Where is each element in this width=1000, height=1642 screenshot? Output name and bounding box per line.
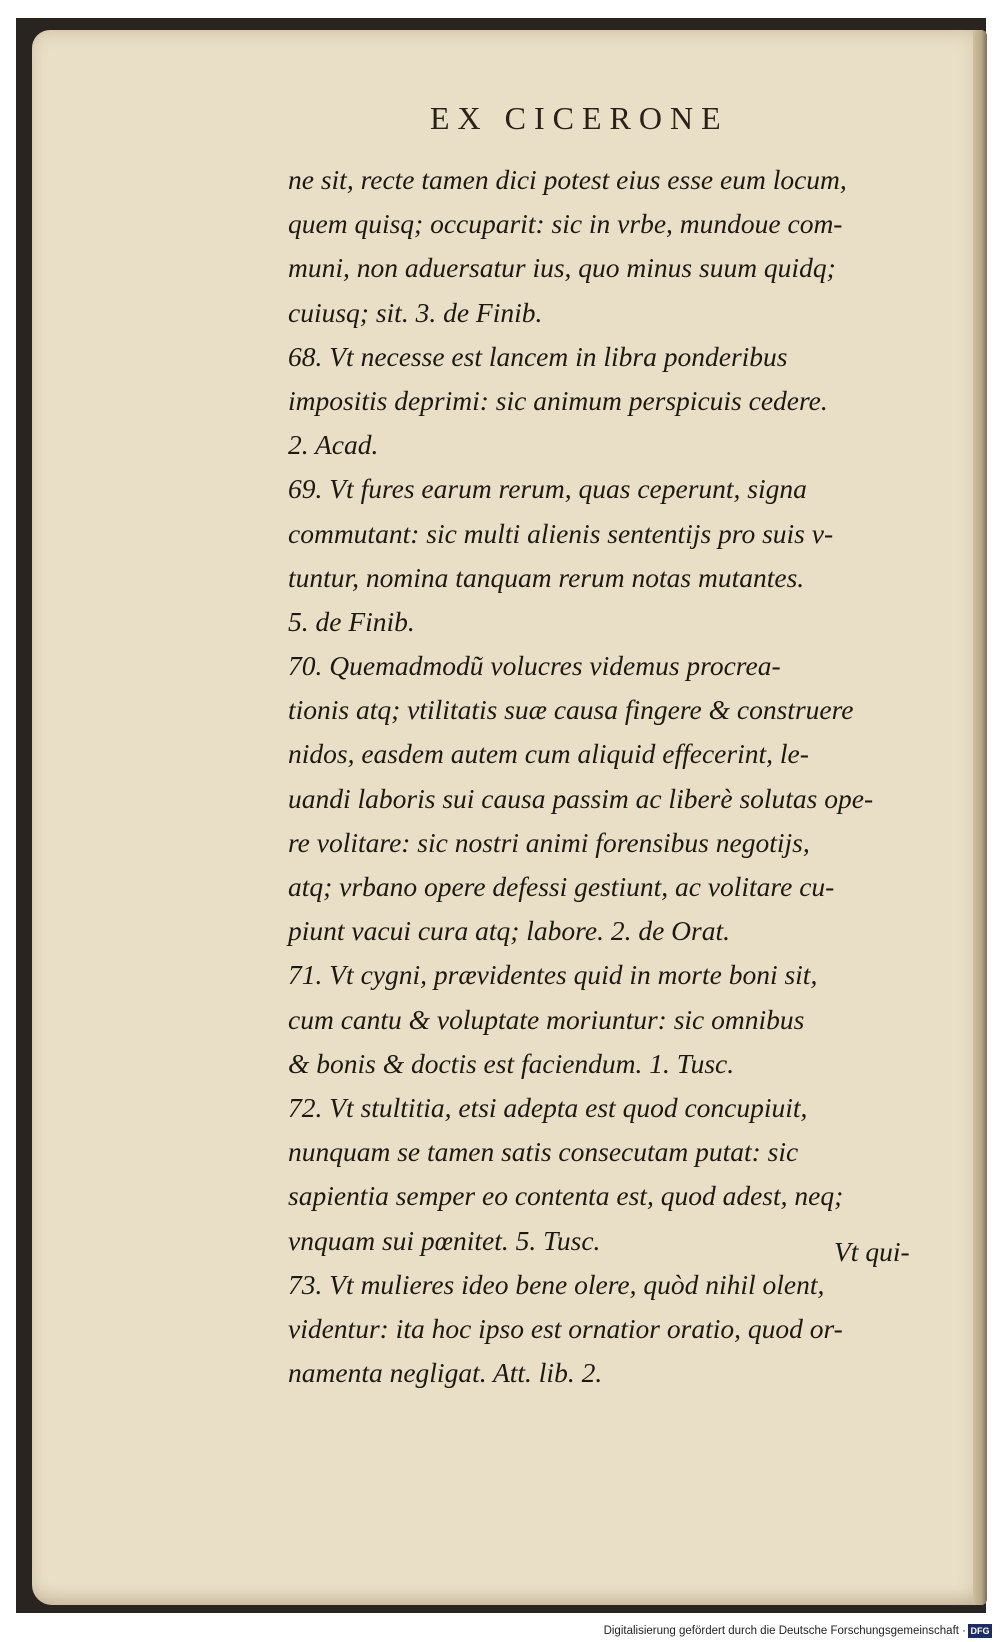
text-line: 73. Vt mulieres ideo bene olere, quòd nihil olent, xyxy=(288,1268,825,1300)
text-line: 2. Acad. xyxy=(288,429,379,461)
text-block xyxy=(288,158,948,1395)
text-line: cum cantu & voluptate moriuntur: sic omnibus xyxy=(288,1003,805,1035)
text-line: commutant: sic multi alienis sententijs pro suis v- xyxy=(288,517,834,549)
text-line: tionis atq; vtilitatis suæ causa fingere & construere xyxy=(288,694,854,726)
catchword: Vt qui- xyxy=(834,1236,910,1267)
page-edge xyxy=(973,30,987,1605)
running-head: EX CICERONE xyxy=(430,100,729,136)
funding-credit: Digitalisierung gefördert durch die Deutsche Forschungsgemeinschaft · xyxy=(603,1625,966,1637)
text-line: muni, non aduersatur ius, quo minus suum quidq; xyxy=(288,252,836,284)
text-line: quem quisq; occuparit: sic in vrbe, mundoue com- xyxy=(288,208,843,240)
text-line: 5. de Finib. xyxy=(288,605,415,637)
text-line: tuntur, nomina tanquam rerum notas mutantes. xyxy=(288,561,805,593)
text-line: piunt vacui cura atq; labore. 2. de Orat. xyxy=(288,915,730,947)
text-line: nidos, easdem autem cum aliquid effecerint, le- xyxy=(288,738,809,770)
text-line: 69. Vt fures earum rerum, quas ceperunt, signa xyxy=(288,473,807,505)
text-line: impositis deprimi: sic animum perspicuis cedere. xyxy=(288,384,828,416)
text-line: ne sit, recte tamen dici potest eius esse eum locum, xyxy=(288,164,847,195)
dfg-logo: DFG xyxy=(968,1624,992,1638)
text-line: nunquam se tamen satis consecutam putat: sic xyxy=(288,1136,799,1168)
text-line: cuiusq; sit. 3. de Finib. xyxy=(288,296,543,328)
text-line: 72. Vt stultitia, etsi adepta est quod concupiuit, xyxy=(288,1091,808,1123)
text-line: videntur: ita hoc ipso est ornatior oratio, quod or- xyxy=(288,1312,843,1344)
text-line: 70. Quemadmodũ volucres videmus procrea- xyxy=(288,650,781,682)
text-line: 68. Vt necesse est lancem in libra ponderibus xyxy=(288,340,788,372)
text-line: & bonis & doctis est faciendum. 1. Tusc. xyxy=(288,1047,735,1079)
text-line: re volitare: sic nostri animi forensibus negotijs, xyxy=(288,826,810,858)
text-line: 71. Vt cygni, prævidentes quid in morte boni sit, xyxy=(288,959,818,991)
text-line: uandi laboris sui causa passim ac liberè solutas ope- xyxy=(288,782,874,814)
text-line: atq; vrbano opere defessi gestiunt, ac volitare cu- xyxy=(288,871,835,902)
text-line: vnquam sui pœnitet. 5. Tusc. xyxy=(288,1224,601,1256)
text-line: namenta negligat. Att. lib. 2. xyxy=(288,1357,603,1389)
text-line: sapientia semper eo contenta est, quod adest, neq; xyxy=(288,1180,844,1212)
